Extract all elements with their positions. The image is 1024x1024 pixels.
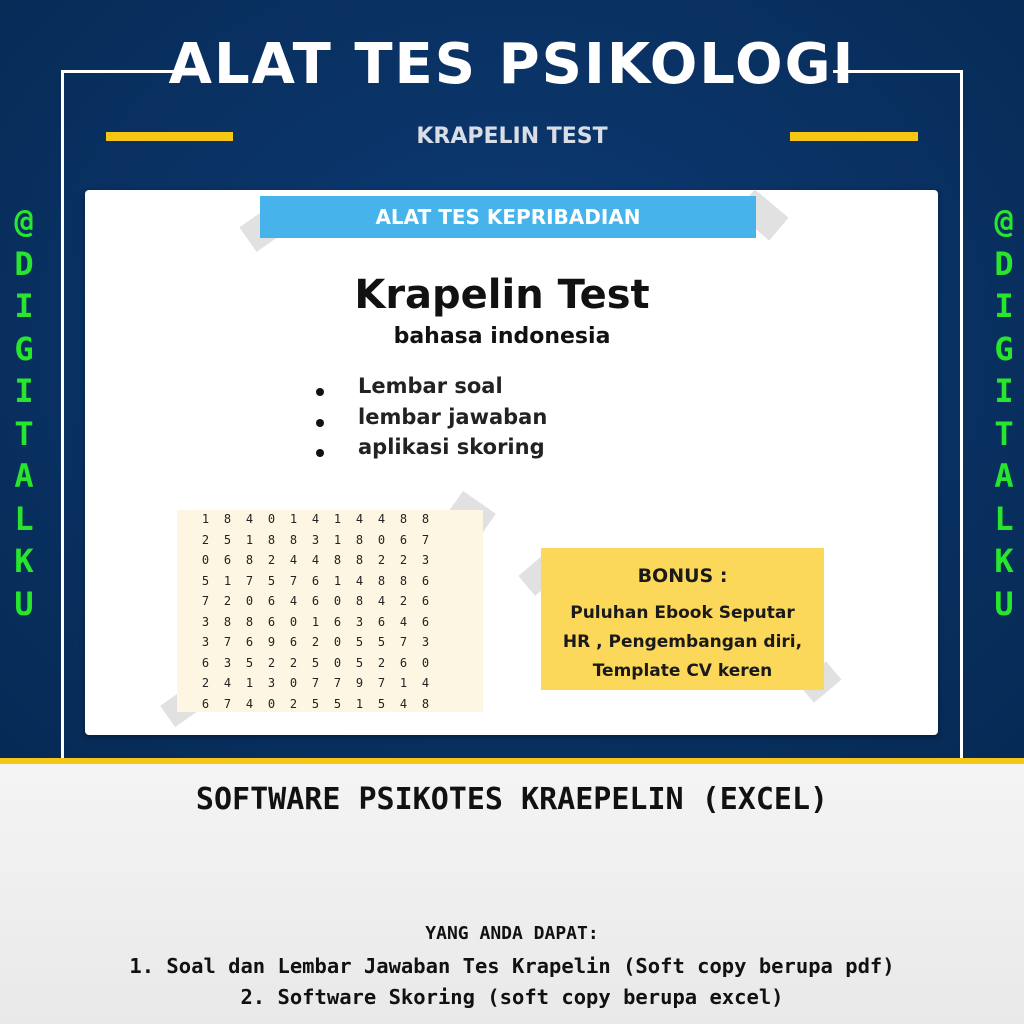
grid-number: 8 bbox=[399, 573, 408, 588]
grid-number: 1 bbox=[245, 532, 254, 547]
grid-number: 7 bbox=[333, 676, 342, 690]
grid-number: 7 bbox=[399, 635, 408, 649]
grid-number: 3 bbox=[355, 614, 364, 629]
side-handle-letter: L bbox=[14, 499, 34, 538]
grid-number: 3 bbox=[311, 532, 320, 547]
grid-number: 6 bbox=[399, 532, 408, 547]
grid-number: 0 bbox=[267, 512, 276, 526]
page-title: ALAT TES PSIKOLOGI bbox=[168, 32, 856, 97]
grid-number: 5 bbox=[201, 573, 210, 588]
grid-number: 3 bbox=[267, 676, 276, 690]
grid-number: 2 bbox=[267, 553, 276, 567]
grid-number: 2 bbox=[399, 553, 408, 567]
grid-number: 6 bbox=[311, 573, 320, 588]
frame-line-right bbox=[960, 70, 963, 760]
grid-number: 8 bbox=[421, 696, 430, 711]
grid-number: 2 bbox=[201, 676, 210, 690]
grid-number: 3 bbox=[223, 655, 232, 670]
grid-number: 1 bbox=[289, 512, 298, 526]
grid-number: 2 bbox=[289, 655, 298, 670]
grid-number: 0 bbox=[333, 655, 342, 670]
grid-number: 9 bbox=[267, 635, 276, 649]
grid-number: 8 bbox=[421, 512, 430, 526]
card-title: Krapelin Test bbox=[354, 272, 650, 318]
grid-number: 0 bbox=[289, 614, 298, 629]
page-subtitle: KRAPELIN TEST bbox=[416, 124, 608, 149]
side-handle-letter: @ bbox=[14, 202, 34, 240]
grid-number: 6 bbox=[223, 553, 232, 567]
benefits-title: YANG ANDA DAPAT: bbox=[425, 923, 599, 944]
side-handle-letter: A bbox=[994, 457, 1014, 495]
grid-number: 8 bbox=[355, 553, 364, 567]
grid-number: 1 bbox=[333, 573, 342, 588]
side-handle-letter: @ bbox=[994, 202, 1014, 240]
grid-number: 7 bbox=[311, 676, 320, 690]
card-subtitle: bahasa indonesia bbox=[393, 324, 611, 349]
list-item: aplikasi skoring bbox=[312, 435, 547, 466]
grid-number: 4 bbox=[355, 573, 364, 588]
side-handle-letter: G bbox=[994, 329, 1014, 368]
side-handle-letter: K bbox=[994, 542, 1014, 580]
grid-number: 0 bbox=[377, 532, 386, 547]
grid-number: 8 bbox=[289, 532, 298, 547]
grid-number: 1 bbox=[245, 676, 254, 690]
side-handle-letter: I bbox=[14, 372, 34, 410]
grid-number: 0 bbox=[333, 594, 342, 608]
grid-number: 7 bbox=[201, 594, 210, 608]
grid-number: 6 bbox=[311, 594, 320, 608]
category-banner: ALAT TES KEPRIBADIAN bbox=[260, 196, 756, 238]
side-handle-letter: U bbox=[14, 584, 34, 623]
grid-number: 8 bbox=[399, 512, 408, 526]
grid-number: 8 bbox=[245, 614, 254, 629]
grid-number: 6 bbox=[421, 573, 430, 588]
side-handle-right bbox=[984, 200, 1024, 625]
bonus-label: BONUS : bbox=[637, 565, 728, 587]
grid-number: 0 bbox=[245, 594, 254, 608]
grid-number: 0 bbox=[289, 676, 298, 690]
grid-number: 9 bbox=[355, 676, 364, 690]
grid-number: 1 bbox=[223, 573, 232, 588]
grid-number: 6 bbox=[267, 594, 276, 608]
grid-number: 6 bbox=[267, 614, 276, 629]
grid-number: 7 bbox=[421, 532, 430, 547]
grid-number: 5 bbox=[355, 635, 364, 649]
grid-number: 5 bbox=[355, 655, 364, 670]
list-item: lembar jawaban bbox=[312, 405, 547, 436]
grid-number: 7 bbox=[223, 635, 232, 649]
grid-number: 4 bbox=[421, 676, 430, 690]
grid-number: 6 bbox=[289, 635, 298, 649]
grid-number: 0 bbox=[333, 635, 342, 649]
grid-number: 4 bbox=[355, 512, 364, 526]
bonus-box bbox=[541, 548, 824, 690]
side-handle-letter: K bbox=[14, 542, 34, 580]
grid-number: 7 bbox=[289, 573, 298, 588]
side-handle-letter: I bbox=[994, 372, 1014, 410]
grid-number: 1 bbox=[355, 696, 364, 711]
grid-number: 6 bbox=[421, 614, 430, 629]
grid-number: 6 bbox=[377, 614, 386, 629]
side-handle-letter: L bbox=[994, 499, 1014, 538]
grid-number: 1 bbox=[311, 614, 320, 629]
grid-number: 3 bbox=[421, 635, 430, 649]
grid-number: 7 bbox=[377, 676, 386, 690]
side-handle-letter: A bbox=[14, 457, 34, 495]
grid-number: 7 bbox=[223, 696, 232, 711]
grid-number: 1 bbox=[333, 512, 342, 526]
side-handle-letter: I bbox=[994, 287, 1014, 325]
grid-number: 2 bbox=[377, 553, 386, 567]
grid-number: 6 bbox=[421, 594, 430, 608]
grid-number: 8 bbox=[333, 553, 342, 567]
grid-number: 6 bbox=[399, 655, 408, 670]
grid-number: 3 bbox=[201, 635, 210, 649]
frame-line-left bbox=[61, 70, 64, 760]
grid-number: 2 bbox=[201, 532, 210, 547]
grid-number: 8 bbox=[377, 573, 386, 588]
grid-number: 4 bbox=[245, 696, 254, 711]
side-handle-letter: D bbox=[994, 244, 1014, 283]
benefit-item: 1. Soal dan Lembar Jawaban Tes Krapelin (Soft copy berupa pdf) bbox=[129, 954, 895, 978]
grid-number: 4 bbox=[399, 696, 408, 711]
grid-number: 4 bbox=[223, 676, 232, 690]
grid-number: 5 bbox=[311, 696, 320, 711]
side-handle-letter: G bbox=[14, 329, 34, 368]
grid-number: 5 bbox=[245, 655, 254, 670]
grid-number: 3 bbox=[421, 553, 430, 567]
grid-number: 8 bbox=[223, 614, 232, 629]
grid-number: 8 bbox=[355, 532, 364, 547]
number-grid-sample bbox=[177, 510, 483, 712]
benefit-item: 2. Software Skoring (soft copy berupa excel) bbox=[240, 985, 784, 1009]
grid-number: 1 bbox=[201, 512, 210, 526]
grid-number: 0 bbox=[267, 696, 276, 711]
side-handle-left bbox=[4, 200, 44, 625]
grid-number: 8 bbox=[355, 594, 364, 608]
grid-number: 1 bbox=[399, 676, 408, 690]
side-handle-letter: I bbox=[14, 287, 34, 325]
grid-number: 4 bbox=[311, 553, 320, 567]
grid-number: 4 bbox=[377, 512, 386, 526]
grid-number: 4 bbox=[289, 553, 298, 567]
side-handle-letter: U bbox=[994, 584, 1014, 623]
grid-number: 3 bbox=[201, 614, 210, 629]
side-handle-letter: T bbox=[994, 414, 1014, 453]
grid-number: 0 bbox=[201, 553, 210, 567]
grid-number: 2 bbox=[289, 696, 298, 711]
grid-number: 5 bbox=[333, 696, 342, 711]
side-handle-letter: T bbox=[14, 414, 34, 453]
grid-number: 2 bbox=[377, 655, 386, 670]
grid-number: 2 bbox=[223, 594, 232, 608]
grid-number: 4 bbox=[377, 594, 386, 608]
grid-number: 8 bbox=[223, 512, 232, 526]
grid-number: 5 bbox=[223, 532, 232, 547]
grid-number: 5 bbox=[311, 655, 320, 670]
grid-number: 1 bbox=[333, 532, 342, 547]
grid-number: 6 bbox=[201, 696, 210, 711]
grid-number: 4 bbox=[245, 512, 254, 526]
bonus-text: Puluhan Ebook Seputar HR , Pengembangan diri, Template CV keren bbox=[562, 603, 803, 681]
grid-number: 4 bbox=[289, 594, 298, 608]
feature-list bbox=[312, 374, 547, 466]
grid-number: 8 bbox=[267, 532, 276, 547]
grid-number: 6 bbox=[333, 614, 342, 629]
grid-number: 5 bbox=[377, 696, 386, 711]
grid-number: 2 bbox=[311, 635, 320, 649]
grid-number: 4 bbox=[311, 512, 320, 526]
grid-number: 5 bbox=[377, 635, 386, 649]
side-handle-letter: D bbox=[14, 244, 34, 283]
grid-number: 6 bbox=[245, 635, 254, 649]
grid-number: 5 bbox=[267, 573, 276, 588]
grid-number: 0 bbox=[421, 655, 430, 670]
grid-number: 2 bbox=[267, 655, 276, 670]
grid-number: 6 bbox=[201, 655, 210, 670]
grid-number: 4 bbox=[399, 614, 408, 629]
grid-number: 2 bbox=[399, 594, 408, 608]
list-item: Lembar soal bbox=[312, 374, 547, 405]
product-name: SOFTWARE PSIKOTES KRAEPELIN (EXCEL) bbox=[195, 782, 829, 817]
grid-number: 7 bbox=[245, 573, 254, 588]
grid-number: 8 bbox=[245, 553, 254, 567]
